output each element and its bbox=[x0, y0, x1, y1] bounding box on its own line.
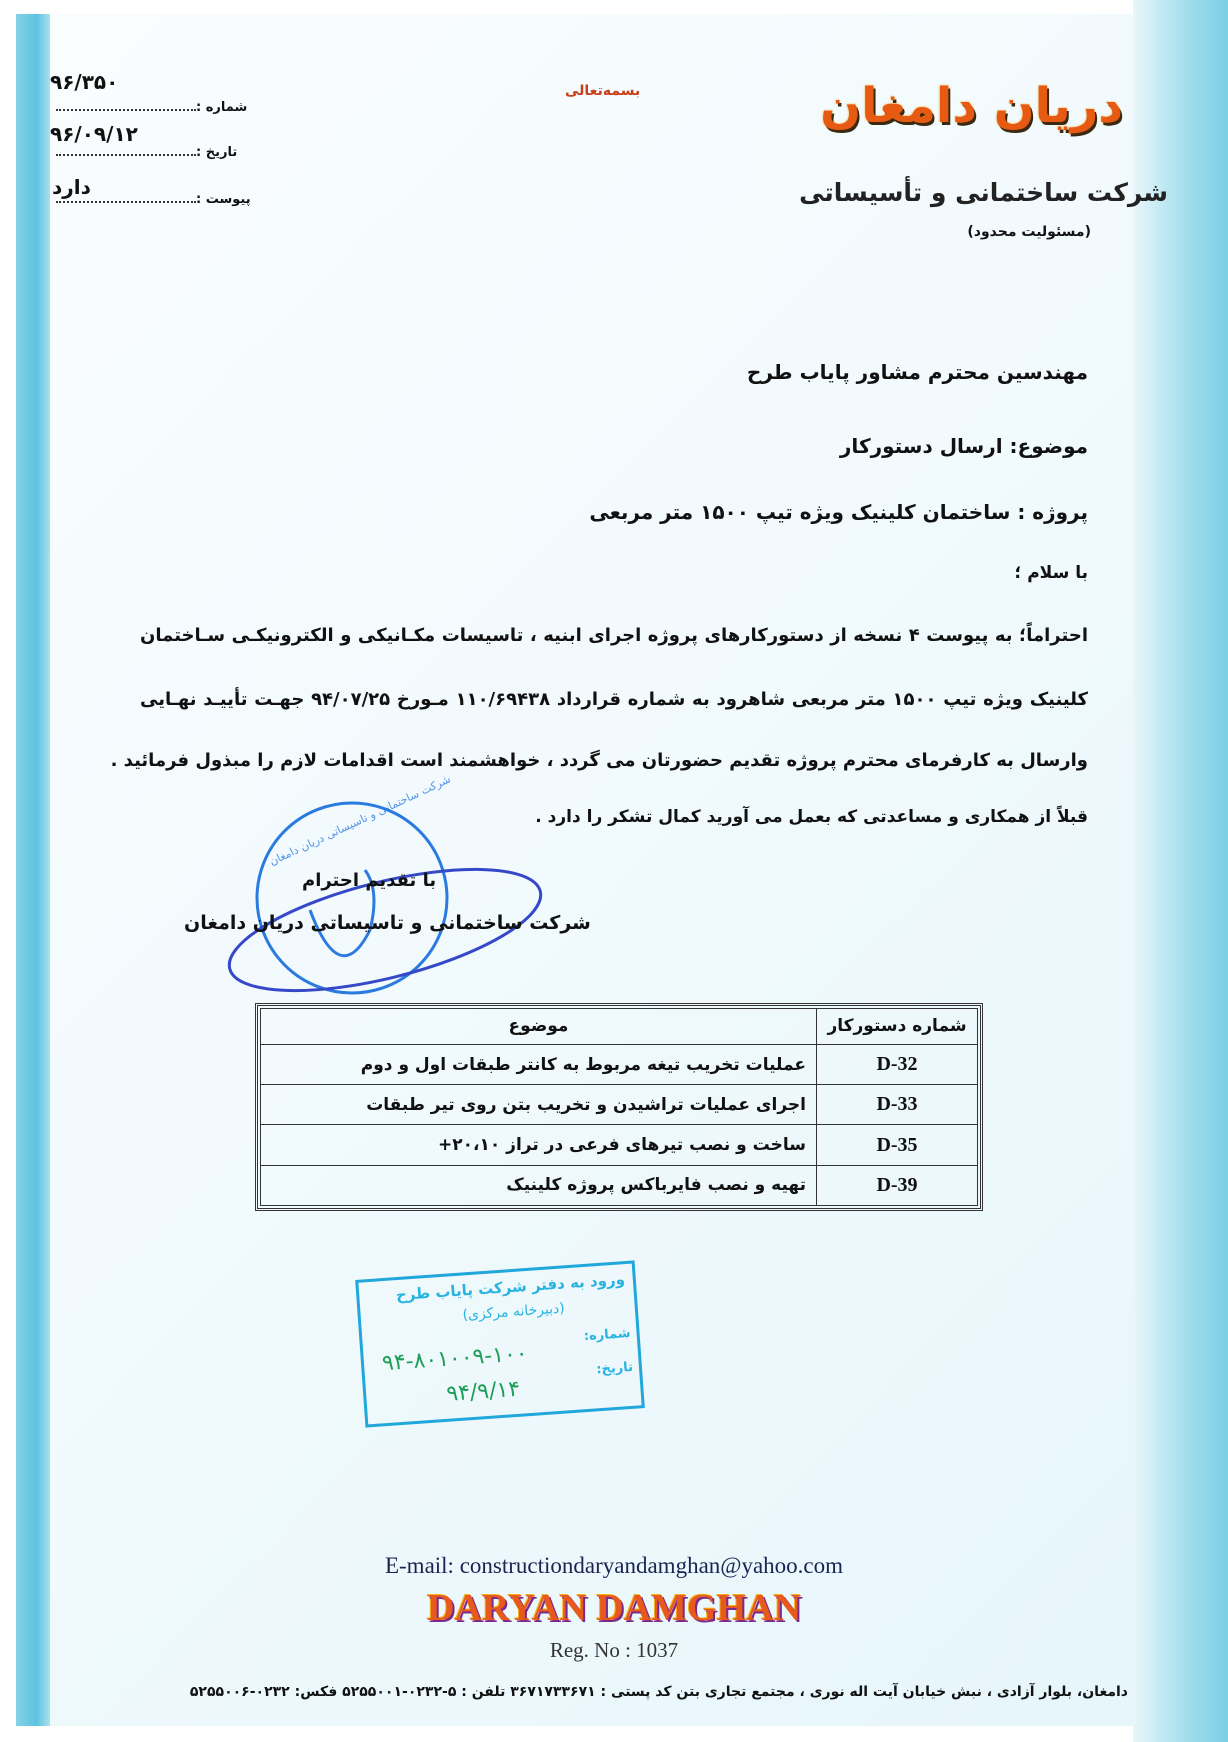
closing-line: قبلاً از همکاری و مساعدتی که بعمل می آورید کمال تشکر را دارد . bbox=[535, 807, 1088, 827]
table-header-row bbox=[261, 1009, 978, 1045]
letter-number-label: شماره : bbox=[196, 100, 248, 115]
signoff: با تقدیم احترام bbox=[302, 870, 437, 891]
received-stamp-title: ورود به دفتر شرکت پایاب طرح bbox=[395, 1270, 626, 1305]
table-row bbox=[261, 1125, 978, 1165]
row-subject: ساخت و نصب تیرهای فرعی در تراز ۲۰،۱۰+ bbox=[261, 1125, 817, 1165]
letter-date-label: تاریخ : bbox=[196, 145, 238, 160]
signature-company: شرکت ساختمانی و تاسیساتی دریان دامغان bbox=[184, 912, 591, 934]
attachment-field bbox=[52, 192, 251, 207]
row-subject: اجرای عملیات تراشیدن و تخریب بتن روی تیر طبقات bbox=[261, 1085, 817, 1125]
bismillah: بسمه‌تعالی bbox=[565, 83, 641, 99]
attachment-value: دارد bbox=[52, 175, 91, 199]
row-code: D-35 bbox=[817, 1125, 978, 1165]
greeting: با سلام ؛ bbox=[1014, 563, 1088, 583]
received-number-label: شماره: bbox=[583, 1325, 632, 1345]
footer-address: دامغان، بلوار آزادی ، نبش خیابان آیت اله نوری ، مجتمع تجاری بتن کد پستی : ۳۶۷۱۷۳۳۶۷۱ تلفن : ۵-۰۲۳۲-۵۲۵۵۰۰۱ فکس: ۰۲۳۲-۵۲۵۵۰۰۶ bbox=[189, 1684, 1128, 1700]
project: پروژه : ساختمان کلینیک ویژه تیپ ۱۵۰۰ متر مربعی bbox=[589, 500, 1088, 524]
row-subject: عملیات تخریب تیغه مربوط به کانتر طبقات اول و دوم bbox=[261, 1044, 817, 1084]
row-code: D-39 bbox=[817, 1165, 978, 1205]
body-line-2: کلینیک ویژه تیپ ۱۵۰۰ متر مربعی شاهرود به شماره قرارداد ۱۱۰/۶۹۴۳۸ مـورخ ۹۴/۰۷/۲۵ جهـت تأییـد نهـایی bbox=[140, 689, 1088, 710]
page-background bbox=[50, 14, 1135, 1726]
letter-number-field bbox=[52, 100, 247, 115]
letter-date-field bbox=[52, 145, 237, 160]
received-stamp-subtitle: (دبیرخانه مرکزی) bbox=[462, 1300, 566, 1324]
footer-brand: DARYAN DAMGHAN bbox=[426, 1587, 802, 1629]
attachment-label: پیوست : bbox=[196, 192, 251, 207]
body-line-1: احتراماً؛ به پیوست ۴ نسخه از دستورکارهای پروژه اجرای ابنیه ، تاسیسات مکـانیکی و الکترونیکـی سـاختمان bbox=[140, 625, 1088, 646]
company-logo: دریان دامغان bbox=[820, 78, 1123, 134]
header-code: شماره دستورکار bbox=[817, 1009, 978, 1045]
left-border-strip bbox=[16, 14, 50, 1726]
table-row bbox=[261, 1044, 978, 1084]
row-code: D-33 bbox=[817, 1085, 978, 1125]
body-line-3: وارسال به کارفرمای محترم پروژه تقدیم حضورتان می گردد ، خواهشمند است اقدامات لازم را مبذول فرمائید . bbox=[110, 750, 1088, 771]
row-code: D-32 bbox=[817, 1044, 978, 1084]
table-row bbox=[261, 1165, 978, 1205]
received-stamp bbox=[355, 1260, 645, 1427]
company-type: (مسئولیت محدود) bbox=[967, 224, 1091, 240]
seal-text: شرکت ساختمانی و تاسیساتی دریان دامغان bbox=[267, 772, 453, 869]
letter-date-value: ۹۶/۰۹/۱۲ bbox=[50, 122, 138, 146]
letter-number-value: ۹۶/۳۵۰ bbox=[50, 70, 119, 94]
right-border-strip bbox=[1133, 0, 1228, 1742]
received-date-value: ۹۴/۹/۱۴ bbox=[445, 1376, 521, 1407]
footer-email: E-mail: constructiondaryandamghan@yahoo.com bbox=[384, 1553, 844, 1578]
work-orders-table bbox=[255, 1003, 983, 1211]
received-number-value: ۹۴-۸۰۱۰۰۹-۱۰۰ bbox=[381, 1341, 529, 1377]
company-seal bbox=[220, 790, 550, 1010]
header-subject: موضوع bbox=[261, 1009, 817, 1045]
table-row bbox=[261, 1085, 978, 1125]
row-subject: تهیه و نصب فایرباکس پروژه کلینیک bbox=[261, 1165, 817, 1205]
received-date-label: تاریخ: bbox=[595, 1359, 634, 1378]
footer-reg-no: Reg. No : 1037 bbox=[549, 1638, 679, 1662]
subject: موضوع: ارسال دستورکار bbox=[839, 434, 1088, 458]
recipient: مهندسین محترم مشاور پایاب طرح bbox=[746, 360, 1088, 384]
company-name: شرکت ساختمانی و تأسیساتی bbox=[799, 178, 1168, 207]
